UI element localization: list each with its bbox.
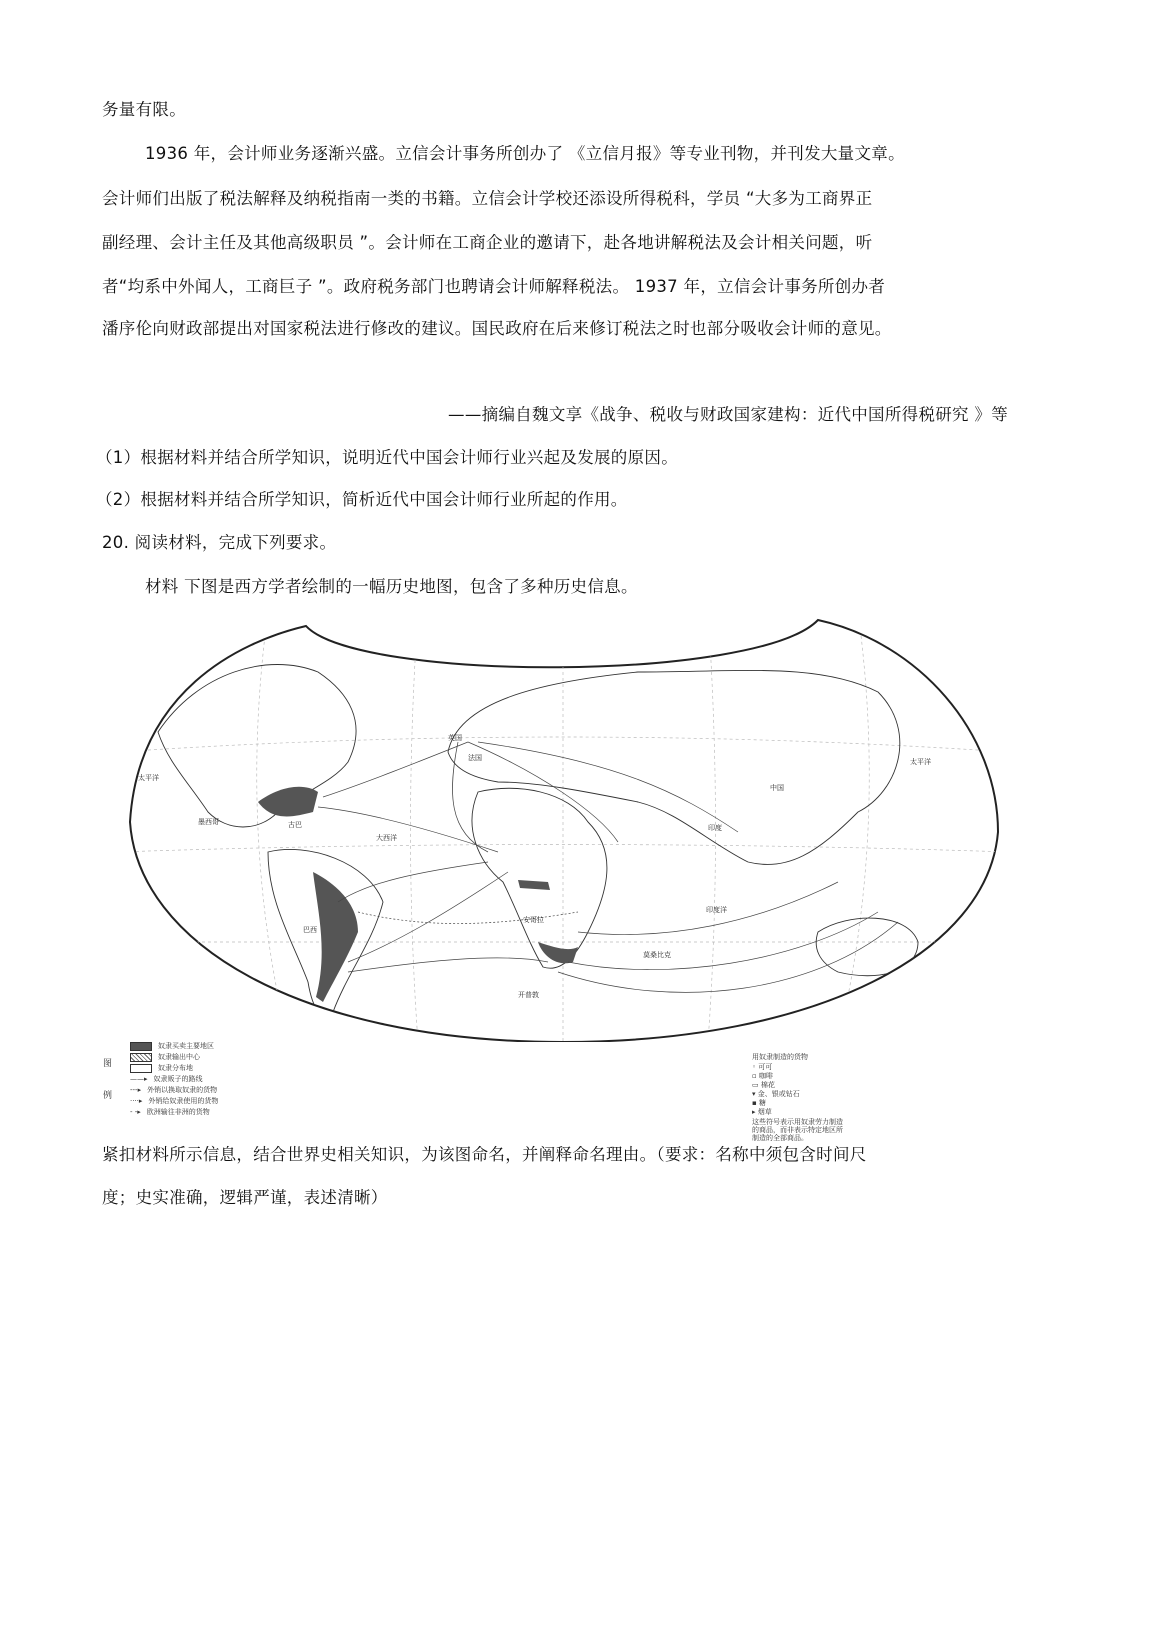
- legend-label: 奴隶买卖主要地区: [158, 1042, 214, 1050]
- dark-swatch: [130, 1042, 152, 1051]
- legend-item: [130, 1085, 217, 1095]
- wide-dashed-arrow-icon: - -▸: [130, 1108, 141, 1116]
- map-label: 安哥拉: [523, 916, 544, 924]
- legend-label: 咖啡: [758, 1072, 773, 1080]
- legend-label: 外销以换取奴隶的货物: [147, 1086, 218, 1094]
- eurasia: [448, 670, 900, 864]
- empty-swatch: [130, 1064, 152, 1073]
- paragraph-line: 1936 年，会计师业务逐渐兴盛。立信会计事务所创办了 《立信月报》等专业刊物，并刊发大量文章。: [145, 144, 905, 163]
- sugar-icon: ▪: [752, 1099, 759, 1107]
- legend-title-2: 例: [103, 1091, 113, 1101]
- africa: [472, 788, 607, 968]
- legend-title-1: 图: [103, 1059, 113, 1069]
- paragraph-line: 务量有限。: [102, 100, 186, 119]
- tobacco-icon: ▸: [752, 1108, 758, 1116]
- legend-label: 奴隶输出中心: [158, 1053, 200, 1061]
- legend-item: [752, 1107, 772, 1117]
- map-label: 巴西: [303, 926, 317, 934]
- legend-label: 棉花: [760, 1081, 775, 1089]
- australia: [816, 918, 918, 976]
- cotton-icon: ▭: [752, 1081, 761, 1089]
- map-label: 法国: [468, 754, 482, 762]
- legend-item: [130, 1041, 214, 1051]
- legend-label: 奴隶分布地: [158, 1064, 193, 1072]
- map-label: 古巴: [288, 821, 302, 829]
- solid-arrow-icon: ——▸: [130, 1075, 148, 1083]
- legend-item: [130, 1096, 218, 1106]
- question-2: （2）根据材料并结合所学知识，简析近代中国会计师行业所起的作用。: [96, 490, 628, 509]
- legend-label: 烟草: [757, 1108, 772, 1116]
- coastlines: [158, 665, 918, 1016]
- map-label: 太平洋: [138, 774, 159, 782]
- task-line: 紧扣材料所示信息，结合世界史相关知识，为该图命名，并阐释命名理由。（要求：名称中须包含时间尺: [102, 1145, 867, 1164]
- paragraph-line: 者“均系中外闻人，工商巨子 ”。政府税务部门也聘请会计师解释税法。 1937 年，立信会计事务所创办者: [102, 277, 886, 296]
- legend-item: [130, 1074, 203, 1084]
- paragraph-line: 会计师们出版了税法解释及纳税指南一类的书籍。立信会计学校还添设所得税科，学员 “大多为工商界正: [102, 189, 873, 208]
- legend-note: 这些符号表示用奴隶劳力制造: [752, 1118, 843, 1126]
- map-label: 大西洋: [376, 834, 397, 842]
- paragraph-line: 潘序伦向财政部提出对国家税法进行修改的建议。国民政府在后来修订税法之时也部分吸收会计师的意见。: [102, 319, 892, 338]
- question-20-heading: 20. 阅读材料，完成下列要求。: [102, 533, 337, 552]
- gold-silver-diamond-icon: ▾: [752, 1090, 758, 1098]
- trade-routes: [318, 742, 898, 992]
- map-labels: [138, 733, 931, 999]
- legend-label: 奴隶贩子的路线: [153, 1075, 203, 1083]
- legend-label: 金、银或钻石: [757, 1090, 800, 1098]
- cocoa-icon: ◦: [752, 1063, 759, 1071]
- coffee-icon: ▫: [752, 1072, 759, 1080]
- dashed-arrow-icon: ---▸: [130, 1086, 142, 1094]
- legend-note: 的商品，而非表示特定地区所: [752, 1126, 843, 1134]
- legend-label: 外销给奴隶使用的货物: [148, 1097, 219, 1105]
- map-label: 印度洋: [706, 906, 727, 914]
- legend-item: [130, 1107, 210, 1117]
- paragraph-line: 副经理、会计主任及其他高级职员 ”。会计师在工商企业的邀请下，赴各地讲解税法及会计相关问题，听: [102, 233, 873, 252]
- dotted-arrow-icon: ····▸: [130, 1097, 143, 1105]
- map-label: 墨西哥: [198, 818, 219, 826]
- map-border: [130, 620, 998, 1042]
- question-1: （1）根据材料并结合所学知识，说明近代中国会计师行业兴起及发展的原因。: [96, 448, 678, 467]
- map-label: 莫桑比克: [643, 951, 671, 959]
- legend-label: 可可: [758, 1063, 773, 1071]
- legend-right-title: 用奴隶制造的货物: [752, 1053, 808, 1061]
- legend-label: 欧洲输往非洲的货物: [146, 1108, 210, 1116]
- slave-trade-regions: [258, 787, 578, 1002]
- historical-map: [118, 612, 1008, 1042]
- legend-item: [130, 1052, 200, 1062]
- citation: ——摘编自魏文享《战争、税收与财政国家建构：近代中国所得税研究 》等: [448, 405, 1008, 424]
- map-label: 中国: [770, 784, 784, 792]
- hatched-swatch: [130, 1053, 152, 1062]
- legend-label: 糖: [758, 1099, 766, 1107]
- map-label: 开普敦: [518, 991, 539, 999]
- task-line: 度；史实准确，逻辑严谨，表述清晰）: [102, 1188, 388, 1207]
- map-label: 英国: [448, 734, 462, 742]
- map-label: 太平洋: [910, 758, 931, 766]
- map-label: 印度: [708, 824, 722, 832]
- legend-item: [130, 1063, 193, 1073]
- material-intro: 材料 下图是西方学者绘制的一幅历史地图，包含了多种历史信息。: [145, 577, 638, 596]
- legend-note: 制造的全部商品。: [752, 1134, 808, 1142]
